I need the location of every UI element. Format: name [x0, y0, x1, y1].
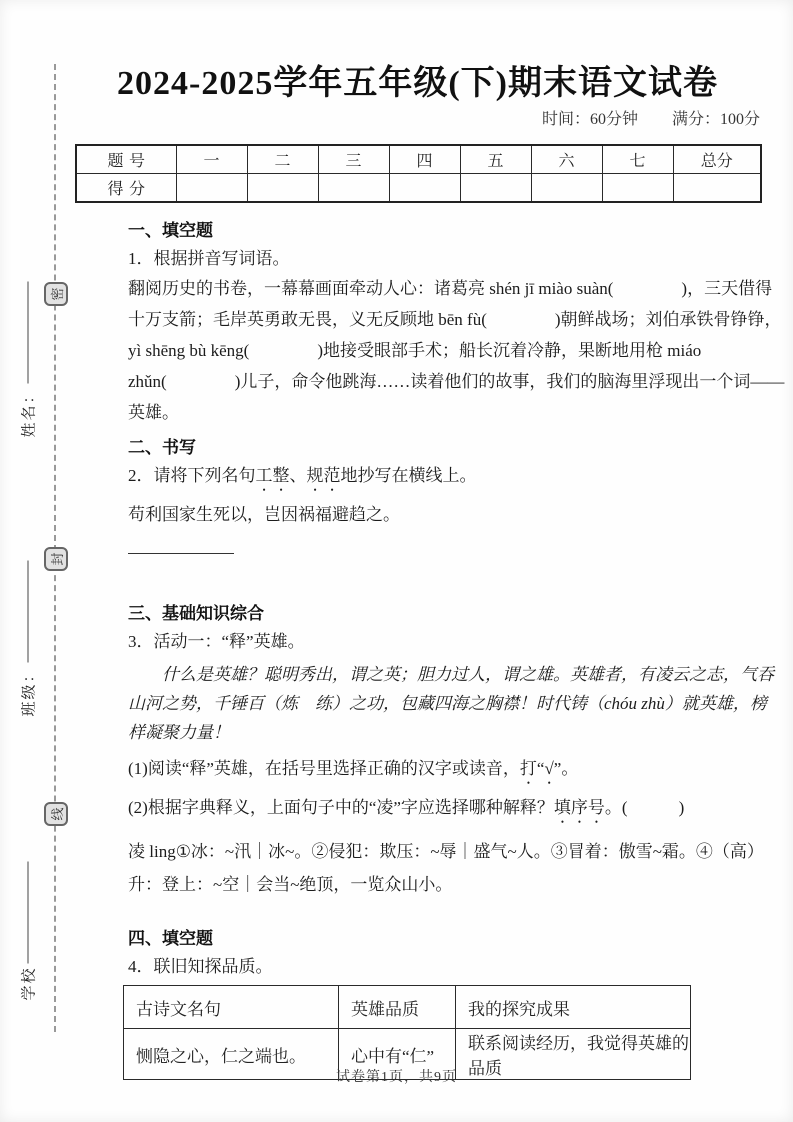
name-field	[18, 268, 39, 438]
school-label: 学校	[21, 966, 38, 1001]
seal-badge-feng	[44, 547, 68, 571]
exam-meta	[128, 108, 760, 132]
question-2-emphasis: 工整	[255, 466, 290, 485]
sub-question-text: 。( )	[604, 798, 685, 817]
score-col-header: 五	[460, 145, 531, 174]
school-field	[18, 831, 39, 1001]
copy-sentence: 苟利国家生死以，岂因祸福避趋之。	[128, 505, 400, 524]
score-cell-empty	[460, 174, 531, 203]
question-4: 4．联旧知探品质。	[128, 957, 273, 976]
section-4-heading: 四、填空题	[128, 929, 213, 948]
section-2-heading: 二、书写	[128, 438, 196, 457]
score-col-header: 三	[318, 145, 389, 174]
question-2-emphasis: 规范	[306, 466, 341, 485]
full-score: 满分：100分	[671, 111, 760, 128]
passage-line: 山河之势，千锤百（炼 练）之功，包藏四海之胸襟！时代铸（chóu zhù）就英雄，榜	[128, 694, 767, 713]
seal-badge-label: 密	[49, 287, 65, 301]
section-3-heading: 三、基础知识综合	[128, 604, 264, 623]
sub-question-emphasis: 填序号	[553, 798, 605, 817]
score-col-header: 一	[176, 145, 247, 174]
question-2	[128, 464, 760, 495]
score-row-label: 得分	[76, 174, 176, 203]
q4-col-header: 英雄品质	[339, 986, 456, 1029]
question-3-sub-2	[128, 796, 760, 827]
seal-badge-mi	[44, 282, 68, 306]
q4-cell-quote: 恻隐之心，仁之端也。	[124, 1029, 339, 1080]
question-3: 3．活动一：“释”英雄。	[128, 632, 305, 651]
time-limit: 时间：60分钟	[541, 111, 638, 128]
sub-question-text: (2)根据字典释义，上面句子中的“凌”字应选择哪种解释？	[128, 798, 554, 817]
dictionary-line: 凌 ling①冰：~汛｜冰~。②侵犯：欺压：~辱｜盛气~人。③冒着：傲雪~霜。④（高）	[128, 842, 764, 861]
score-table	[75, 144, 762, 203]
score-col-header: 七	[602, 145, 673, 174]
score-table-score-row	[76, 174, 761, 203]
score-cell-empty	[531, 174, 602, 203]
q4-cell-result: 联系阅读经历，我觉得英雄的品质	[456, 1029, 691, 1080]
score-cell-empty	[673, 174, 761, 203]
seal-badge-label: 线	[49, 807, 65, 821]
question-2-text: 地抄写在横线上。	[340, 466, 477, 485]
dictionary-entry	[128, 835, 764, 901]
class-field	[18, 547, 39, 717]
page-title: 2024-2025学年五年级(下)期末语文试卷	[117, 65, 718, 102]
score-col-header: 总分	[673, 145, 761, 174]
passage-line: 什么是英雄？聪明秀出，谓之英；胆力过人，谓之雄。英雄者，有凌云之志，气吞	[128, 665, 774, 684]
score-cell-empty	[602, 174, 673, 203]
passage-line: 英雄。	[128, 403, 179, 422]
score-col-header: 题号	[76, 145, 176, 174]
passage-line: zhǔn( )儿子，命令他跳海……读着他们的故事，我们的脑海里浮现出一个词——	[128, 372, 785, 391]
score-cell-empty	[176, 174, 247, 203]
paper-body	[107, 0, 785, 1080]
question-2-text: 、	[289, 466, 307, 485]
q4-table-header-row	[124, 986, 691, 1029]
score-table-header-row	[76, 145, 761, 174]
seal-badge-xian	[44, 802, 68, 826]
seal-badge-label: 封	[49, 552, 65, 566]
page-number: 试卷第1页，共9页	[336, 1070, 457, 1085]
school-blank-line	[28, 861, 29, 963]
score-col-header: 四	[389, 145, 460, 174]
sub-question-text: (1)阅读“释”英雄，在括号里选择正确的汉字或读音，	[128, 759, 520, 778]
score-cell-empty	[389, 174, 460, 203]
sub-question-text: 。	[561, 759, 579, 778]
class-label: 班级：	[21, 665, 38, 717]
copy-answer-line	[128, 547, 234, 554]
name-label: 姓名：	[21, 386, 38, 438]
q4-col-header: 我的探究成果	[456, 986, 691, 1029]
passage-line: 十万支箭；毛岸英勇敢无畏，义无反顾地 bēn fù( )朝鲜战场；刘伯承铁骨铮铮，	[128, 310, 782, 329]
dictionary-line: 升：登上：~空｜会当~绝顶，一览众山小。	[128, 875, 453, 894]
q4-cell-quality: 心中有“仁”	[339, 1029, 456, 1080]
passage-line: yì shēng bù kēng( )地接受眼部手术；船长沉着冷静，果断地用枪 miáo	[128, 341, 702, 360]
q4-col-header: 古诗文名句	[124, 986, 339, 1029]
passage-line: 样凝聚力量！	[128, 723, 230, 742]
question-3-passage	[128, 660, 774, 747]
question-3-sub-1	[128, 757, 760, 788]
sub-question-emphasis: 打“√”	[519, 759, 562, 778]
question-1: 1．根据拼音写词语。	[128, 249, 290, 268]
score-col-header: 六	[531, 145, 602, 174]
name-blank-line	[28, 281, 29, 383]
score-cell-empty	[247, 174, 318, 203]
score-col-header: 二	[247, 145, 318, 174]
section-1-heading: 一、填空题	[128, 221, 213, 240]
question-1-passage	[128, 273, 785, 428]
passage-line: 翻阅历史的书卷，一幕幕画面牵动人心：诸葛亮 shén jī miào suàn( )，三天借得	[128, 279, 773, 298]
class-blank-line	[28, 560, 29, 662]
score-cell-empty	[318, 174, 389, 203]
question-2-text: 2．请将下列名句	[128, 466, 256, 485]
